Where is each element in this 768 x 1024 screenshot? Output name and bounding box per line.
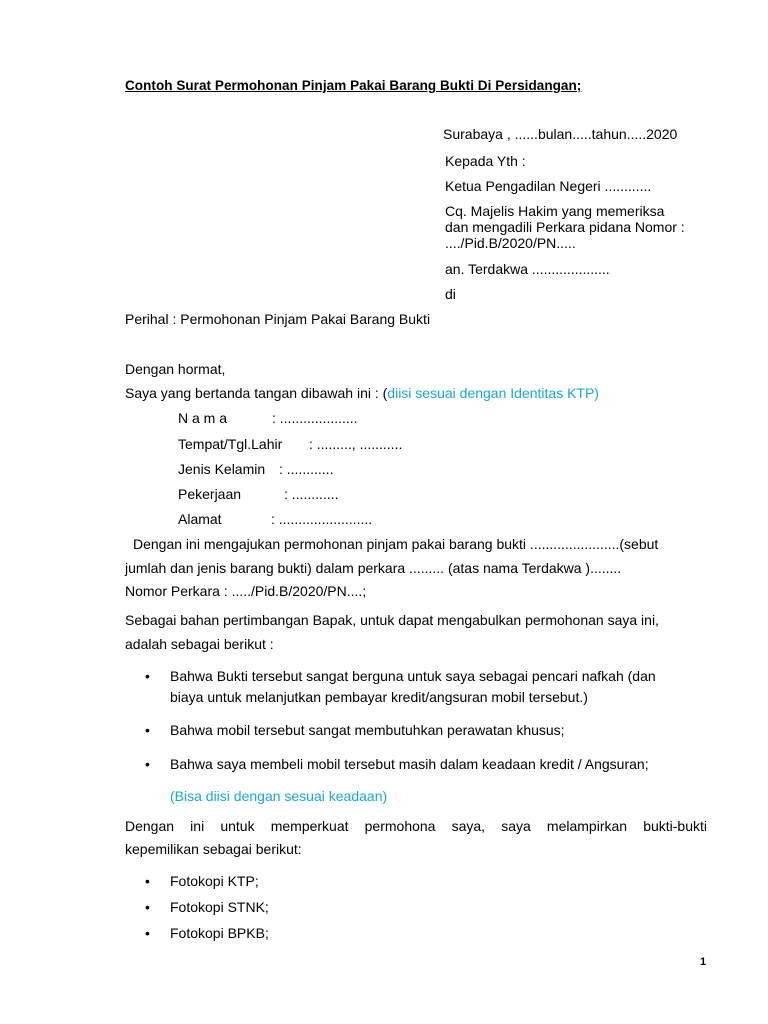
attachment-ktp: Fotokopi KTP; xyxy=(170,873,259,889)
document-title: Contoh Surat Permohonan Pinjam Pakai Barang Bukti Di Persidangan; xyxy=(125,78,582,93)
reason-3: Bahwa saya membeli mobil tersebut masih dalam keadaan kredit / Angsuran; xyxy=(170,756,649,772)
addressee-label: Kepada Yth : xyxy=(445,153,526,169)
intro-line xyxy=(125,385,599,402)
identity-value-birth: : ........., ........... xyxy=(309,436,403,452)
attachment-stnk: Fotokopi STNK; xyxy=(170,899,269,915)
identity-label-birth: Tempat/Tgl.Lahir xyxy=(178,436,283,452)
identity-value-gender: : ............ xyxy=(279,461,334,477)
page-number: 1 xyxy=(700,956,707,968)
cq-line-2: dan mengadili Perkara pidana Nomor : xyxy=(445,219,685,235)
reason-1-line-1: Bahwa Bukti tersebut sangat berguna untuk saya sebagai pencari nafkah (dan xyxy=(170,668,656,684)
identity-label-name: N a m a xyxy=(178,410,228,426)
defendant-line: an. Terdakwa .................... xyxy=(445,261,610,277)
bullet-icon: • xyxy=(145,925,150,941)
attachment-intro-line-2: kepemilikan sebagai berikut: xyxy=(125,841,302,857)
identity-value-job: : ............ xyxy=(284,486,339,502)
bullet-icon: • xyxy=(145,873,150,889)
consideration-line-1: Sebagai bahan pertimbangan Bapak, untuk dapat mengabulkan permohonan saya ini, xyxy=(125,612,659,628)
attachment-bpkb: Fotokopi BPKB; xyxy=(170,925,269,941)
request-line-3: Nomor Perkara : ...../Pid.B/2020/PN....; xyxy=(125,583,367,599)
attachment-intro-line-1: Dengan ini untuk memperkuat permohona saya, saya melampirkan bukti-bukti xyxy=(125,818,707,834)
identity-label-gender: Jenis Kelamin xyxy=(178,461,266,477)
request-line-2: jumlah dan jenis barang bukti) dalam perkara ......... (atas nama Terdakwa )........ xyxy=(125,560,622,576)
identity-value-address: : ........................ xyxy=(271,511,373,527)
cq-line-3: ..../Pid.B/2020/PN..... xyxy=(445,235,576,251)
cq-line-1: Cq. Majelis Hakim yang memeriksa xyxy=(445,203,665,219)
intro-hint: diisi sesuai dengan Identitas KTP) xyxy=(387,385,599,401)
intro-text: Saya yang bertanda tangan dibawah ini : ( xyxy=(125,385,388,401)
bullet-icon: • xyxy=(145,899,150,915)
greeting: Dengan hormat, xyxy=(125,361,226,377)
request-line-1: Dengan ini mengajukan permohonan pinjam pakai barang bukti .......................(sebut xyxy=(133,536,659,552)
recipient: Ketua Pengadilan Negeri ............ xyxy=(445,178,652,194)
reason-1-line-2: biaya untuk melanjutkan pembayar kredit/angsuran mobil tersebut.) xyxy=(170,689,588,705)
consideration-line-2: adalah sebagai berikut : xyxy=(125,636,274,652)
reason-2: Bahwa mobil tersebut sangat membutuhkan perawatan khusus; xyxy=(170,722,565,738)
bullet-icon: • xyxy=(145,722,150,738)
identity-label-address: Alamat xyxy=(178,511,222,527)
bullet-icon: • xyxy=(145,756,150,772)
identity-value-name: : .................... xyxy=(272,410,358,426)
bullet-icon: • xyxy=(145,668,150,684)
subject-line: Perihal : Permohonan Pinjam Pakai Barang Bukti xyxy=(125,311,431,327)
reasons-hint: (Bisa diisi dengan sesuai keadaan) xyxy=(170,788,388,804)
place-date: Surabaya , ......bulan.....tahun.....2020 xyxy=(443,126,678,142)
identity-label-job: Pekerjaan xyxy=(178,486,242,502)
di-line: di xyxy=(445,286,456,302)
